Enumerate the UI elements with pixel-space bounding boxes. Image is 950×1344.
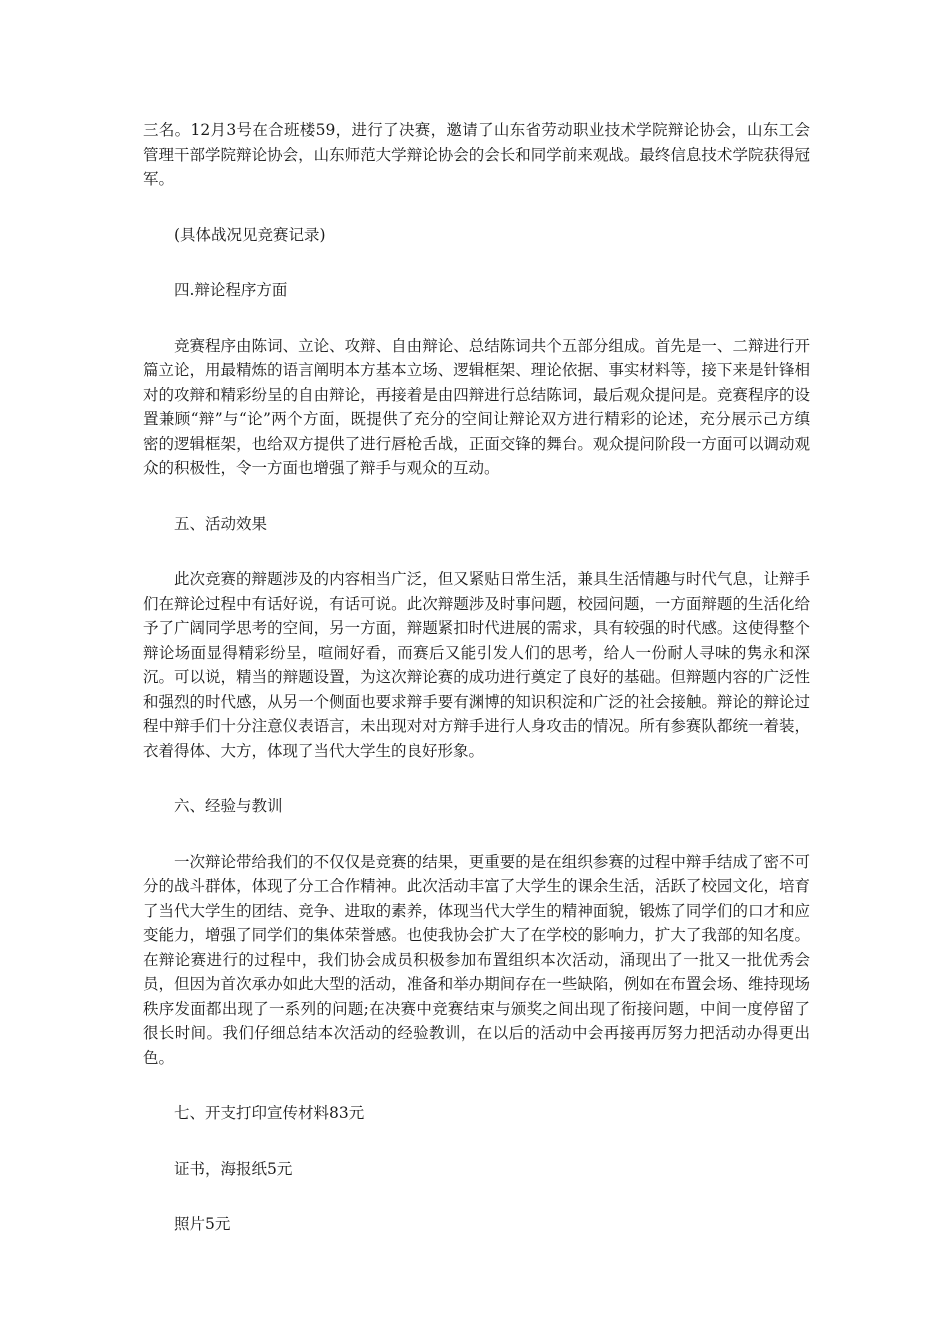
expense-certificates: 证书，海报纸5元 [174,1159,293,1178]
paragraph-lessons: 一次辩论带给我们的不仅仅是竞赛的结果，更重要的是在组织参赛的过程中辩手结成了密不可分的战斗群体，体现了分工合作精神。此次活动丰富了大学生的课余生活，活跃了校园文化，培育了当代大学生的团结、竞争、进取的素养，体现当代大学生的精神面貌，锻炼了同学们的口才和应变能力，增强了同学们的集体荣誉感。也使我协会扩大了在学校的影响力，扩大了我部的知名度。在辩论赛进行的过程中，我们协会成员积极参加布置组织本次活动，涌现出了一批又一批优秀会员，但因为首次承办如此大型的活动，准备和举办期间存在一些缺陷，例如在布置会场、维持现场秩序发面都出现了一系列的问题;在决赛中竞赛结束与颁奖之间出现了衔接问题，中间一度停留了很长时间。我们仔细总结本次活动的经验教训，在以后的活动中会再接再厉努力把活动办得更出色。 [143,852,810,1067]
section-heading-effect: 五、活动效果 [174,514,268,533]
paragraph-record-note: (具体战况见竞赛记录) [174,225,326,244]
paragraph-final-results: 三名。12月3号在合班楼59，进行了决赛，邀请了山东省劳动职业技术学院辩论协会，山东工会管理干部学院辩论协会，山东师范大学辩论协会的会长和同学前来观战。最终信息技术学院获得冠军。 [143,121,810,188]
expense-photos: 照片5元 [174,1215,231,1233]
paragraph-effect: 此次竞赛的辩题涉及的内容相当广泛，但又紧贴日常生活，兼具生活情趣与时代气息，让辩手们在辩论过程中有话好说，有话可说。此次辩题涉及时事问题，校园问题，一方面辩题的生活化给予了广阔同学思考的空间，另一方面，辩题紧扣时代进展的需求，具有较强的时代感。这使得整个辩论场面显得精彩纷呈，喧闹好看，而赛后又能引发人们的思考，给人一份耐人寻味的隽永和深沉。可以说，精当的辩题设置，为这次辩论赛的成功进行奠定了良好的基础。但辩题内容的广泛性和强烈的时代感，从另一个侧面也要求辩手要有渊博的知识积淀和广泛的社会接触。辩论的辩论过程中辩手们十分注意仪表语言，未出现对对方辩手进行人身攻击的情况。所有参赛队都统一着装，衣着得体、大方，体现了当代大学生的良好形象。 [143,570,810,760]
section-heading-procedure: 四.辩论程序方面 [174,281,288,299]
document-body [143,118,810,1237]
section-heading-lessons: 六、经验与教训 [174,797,283,815]
paragraph-procedure: 竞赛程序由陈词、立论、攻辩、自由辩论、总结陈词共个五部分组成。首先是一、二辩进行开篇立论，用最精炼的语言阐明本方基本立场、逻辑框架、理论依据、事实材料等，接下来是针锋相对的攻辩和精彩纷呈的自由辩论，再接着是由四辩进行总结陈词，最后观众提问是。竞赛程序的设置兼顾“辩”与“论”两个方面，既提供了充分的空间让辩论双方进行精彩的论述，充分展示己方缜密的逻辑框架，也给双方提供了进行唇枪舌战，正面交锋的舞台。观众提问阶段一方面可以调动观众的积极性，令一方面也增强了辩手与观众的互动。 [143,336,810,477]
section-heading-expenses: 七、开支打印宣传材料83元 [174,1104,365,1122]
